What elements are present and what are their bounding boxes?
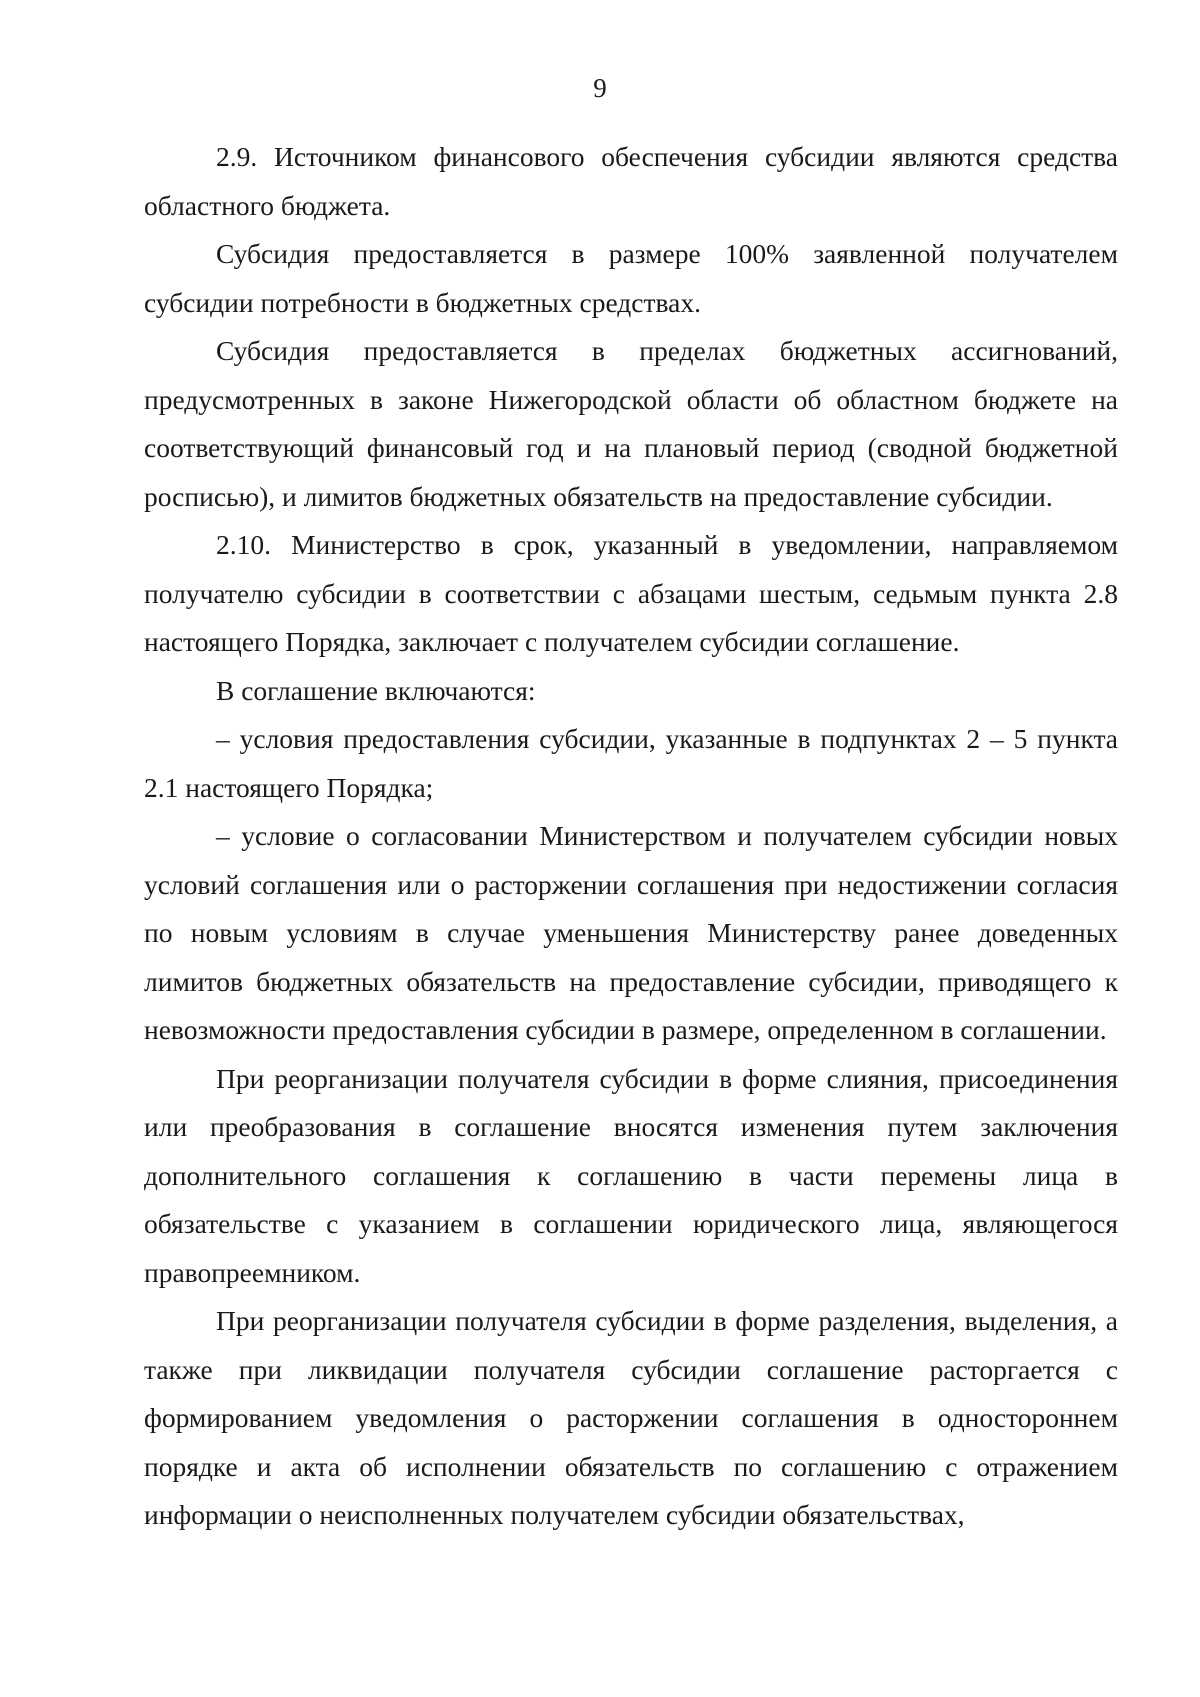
- paragraph-subsidy-size: Субсидия предоставляется в размере 100% заявленной получателем субсидии потребности в бюджетных средствах.: [144, 238, 1118, 318]
- paragraph-2-9-source: 2.9. Источником финансового обеспечения субсидии являются средства областного бюджета.: [144, 141, 1118, 221]
- list-item-new-conditions: – условие о согласовании Министерством и получателем субсидии новых условий соглашения или о расторжении соглашения при недостижении согласия по новым условиям в случае уменьшения Министерству ранее доведенных лимитов бюджетных обязательств на предоставление субсидии, приводящего к невозможности предоставления субсидии в размере, определенном в соглашении.: [144, 820, 1118, 1045]
- page-number: 9: [593, 73, 607, 103]
- paragraph-reorganization-division: При реорганизации получателя субсидии в форме разделения, выделения, а также при ликвидации получателя субсидии соглашение расторгается с формированием уведомления о расторжении соглашения в одностороннем порядке и акта об исполнении обязательств по соглашению с отражением информации о неисполненных получателем субсидии обязательствах,: [144, 1305, 1118, 1530]
- paragraph-subsidy-limits: Субсидия предоставляется в пределах бюджетных ассигнований, предусмотренных в законе Нижегородской области об областном бюджете на соответствующий финансовый год и на плановый период (сводной бюджетной росписью), и лимитов бюджетных обязательств на предоставление субсидии.: [144, 335, 1118, 512]
- document-body: [144, 133, 1118, 1540]
- paragraph-agreement-includes: В соглашение включаются:: [216, 674, 536, 706]
- paragraph-2-10-agreement: 2.10. Министерство в срок, указанный в уведомлении, направляемом получателю субсидии в соответствии с абзацами шестым, седьмым пункта 2.8 настоящего Порядка, заключает с получателем субсидии соглашение.: [144, 529, 1118, 657]
- paragraph-reorganization-merger: При реорганизации получателя субсидии в форме слияния, присоединения или преобразования в соглашение вносятся изменения путем заключения дополнительного соглашения к соглашению в части перемены лица в обязательстве с указанием в соглашении юридического лица, являющегося правопреемником.: [144, 1062, 1118, 1288]
- list-item-conditions: – условия предоставления субсидии, указанные в подпунктах 2 – 5 пункта 2.1 настоящего Порядка;: [144, 723, 1118, 803]
